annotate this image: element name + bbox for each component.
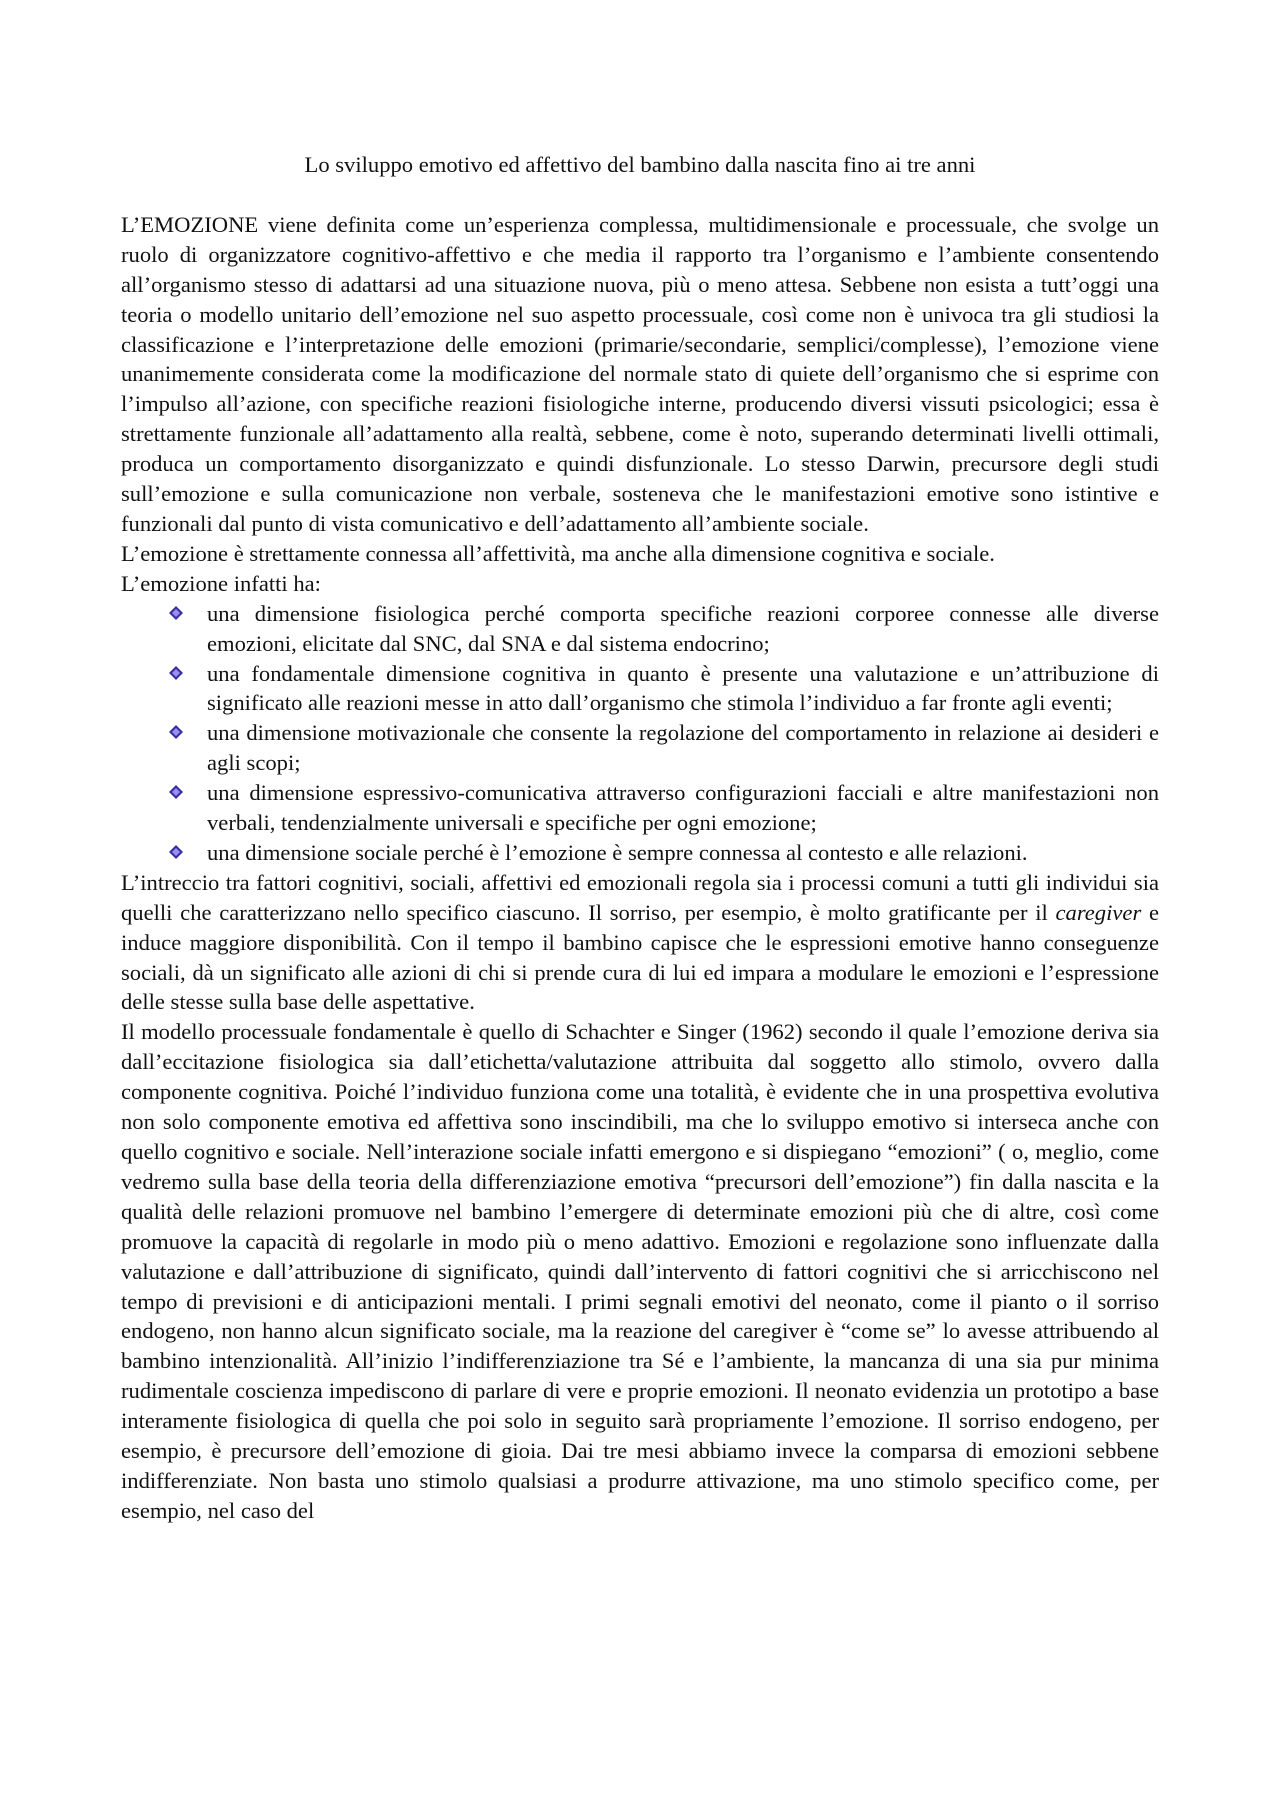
- document-page: [121, 150, 1159, 1526]
- diamond-bullet-icon: [169, 845, 183, 859]
- list-item: [169, 778, 1159, 838]
- list-item-text: una dimensione espressivo-comunicativa attraverso configurazioni facciali e altre manifestazioni non verbali, tendenzialmente universali e specifiche per ogni emozione;: [207, 780, 1159, 836]
- document-title: Lo sviluppo emotivo ed affettivo del bambino dalla nascita fino ai tre anni: [304, 152, 976, 177]
- paragraph-affectivity: L’emozione è strettamente connessa all’affettività, ma anche alla dimensione cognitiva e sociale.: [121, 540, 995, 566]
- paragraph-interplay-part-2: e induce maggiore disponibilità. Con il tempo il bambino capisce che le espressioni emotive hanno conseguenze sociali, dà un significato alle azioni di chi si prende cura di lui ed impara a modulare le emozioni e l’espressione delle stesse sulla base delle aspettative.: [121, 899, 1159, 1015]
- list-item-text: una dimensione fisiologica perché comporta specifiche reazioni corporee connesse alle diverse emozioni, elicitate dal SNC, dal SNA e dal sistema endocrino;: [207, 600, 1159, 656]
- list-item: [169, 838, 1159, 868]
- list-item-text: una dimensione sociale perché è l’emozione è sempre connessa al contesto e alle relazioni.: [207, 839, 1028, 865]
- diamond-bullet-icon: [169, 606, 183, 620]
- list-item: [169, 718, 1159, 778]
- paragraph-process-model: Il modello processuale fondamentale è quello di Schachter e Singer (1962) secondo il quale l’emozione deriva sia dall’eccitazione fisiologica sia dall’etichetta/valutazione attribuita dal soggetto allo stimolo, ovvero dalla componente cognitiva. Poiché l’individuo funziona come una totalità, è evidente che in una prospettiva evolutiva non solo componente emotiva ed affettiva sono inscindibili, ma che lo sviluppo emotivo si interseca anche con quello cognitivo e sociale. Nell’interazione sociale infatti emergono e si dispiegano “emozioni” ( o, meglio, come vedremo sulla base della teoria della differenziazione emotiva “precursori dell’emozione”) fin dalla nascita e la qualità delle relazioni promuove nel bambino l’emergere di determinate emozioni più che di altre, così come promuove la capacità di regolarle in modo più o meno adattivo. Emozioni e regolazione sono influenzate dalla valutazione e dall’attribuzione di significato, quindi dall’intervento di fattori cognitivi che si arricchiscono nel tempo di previsioni e di anticipazioni mentali. I primi segnali emotivi del neonato, come il pianto o il sorriso endogeno, non hanno alcun significato sociale, ma la reazione del caregiver è “come se” lo avesse attribuendo al bambino intenzionalità. All’inizio l’indifferenziazione tra Sé e l’ambiente, la mancanza di una sia pur minima rudimentale coscienza impediscono di parlare di vere e proprie emozioni. Il neonato evidenzia un prototipo a base interamente fisiologica di quella che poi solo in seguito sarà propriamente l’emozione. Il sorriso endogeno, per esempio, è precursore dell’emozione di gioia. Dai tre mesi abbiamo invece la comparsa di emozioni sebbene indifferenziate. Non basta uno stimolo qualsiasi a produrre attivazione, ma uno stimolo specifico come, per esempio, nel caso del: [121, 1019, 1159, 1523]
- diamond-bullet-icon: [169, 725, 183, 739]
- list-item-text: una dimensione motivazionale che consente la regolazione del comportamento in relazione ai desideri e agli scopi;: [207, 720, 1159, 776]
- caregiver-term: caregiver: [1055, 899, 1142, 925]
- list-item: [169, 599, 1159, 659]
- paragraph-list-intro: L’emozione infatti ha:: [121, 570, 321, 596]
- diamond-bullet-icon: [169, 666, 183, 680]
- paragraph-definition: L’EMOZIONE viene definita come un’esperienza complessa, multidimensionale e processuale, che svolge un ruolo di organizzatore cognitivo-affettivo e che media il rapporto tra l’organismo e l’ambiente consentendo all’organismo stesso di adattarsi ad una situazione nuova, più o meno attesa. Sebbene non esista a tutt’oggi una teoria o modello unitario dell’emozione nel suo aspetto processuale, così come non è univoca tra gli studiosi la classificazione e l’interpretazione delle emozioni (primarie/secondarie, semplici/complesse), l’emozione viene unanimemente considerata come la modificazione del normale stato di quiete dell’organismo che si esprime con l’impulso all’azione, con specifiche reazioni fisiologiche interne, producendo diversi vissuti psicologici; essa è strettamente funzionale all’adattamento alla realtà, sebbene, come è noto, superando determinati livelli ottimali, produca un comportamento disorganizzato e quindi disfunzionale. Lo stesso Darwin, precursore degli studi sull’emozione e sulla comunicazione non verbale, sosteneva che le manifestazioni emotive sono istintive e funzionali dal punto di vista comunicativo e dell’adattamento all’ambiente sociale.: [121, 211, 1159, 536]
- diamond-bullet-icon: [169, 785, 183, 799]
- paragraph-interplay: [121, 868, 1159, 1018]
- list-item-text: una fondamentale dimensione cognitiva in quanto è presente una valutazione e un’attribuzione di significato alle reazioni messe in atto dall’organismo che stimola l’individuo a far fronte agli eventi;: [207, 660, 1159, 716]
- paragraph-interplay-part-1: L’intreccio tra fattori cognitivi, sociali, affettivi ed emozionali regola sia i processi comuni a tutti gli individui sia quelli che caratterizzano nello specifico ciascuno. Il sorriso, per esempio, è molto gratificante per il: [121, 869, 1159, 925]
- dimension-list: [121, 599, 1159, 868]
- list-item: [169, 659, 1159, 719]
